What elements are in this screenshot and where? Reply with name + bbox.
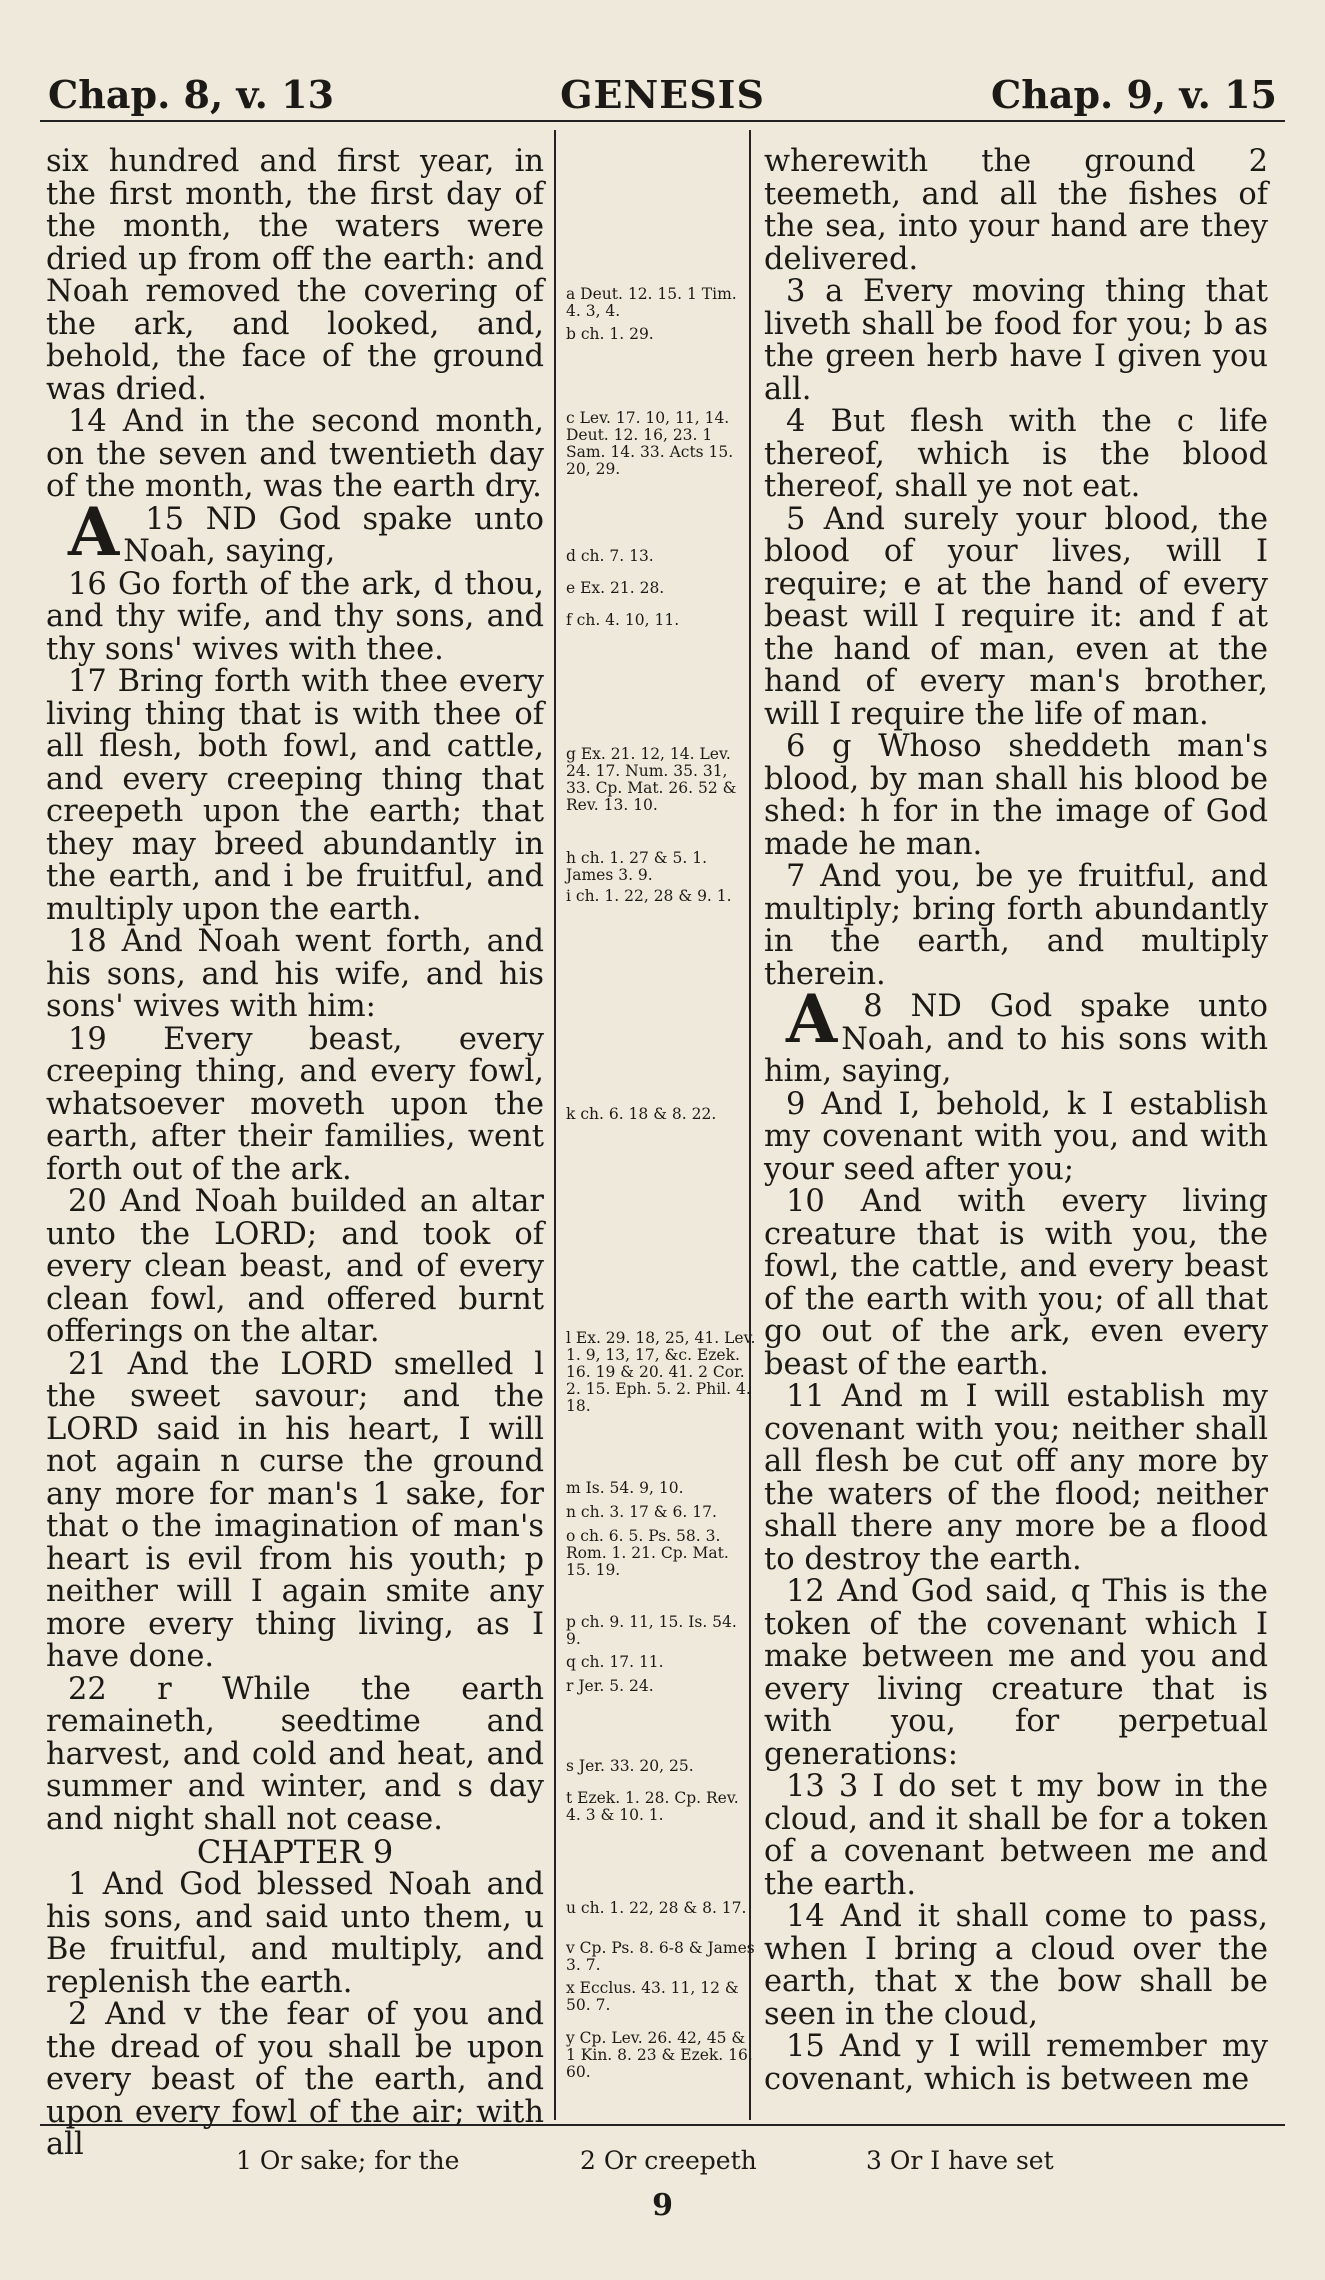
verse: wherewith the ground 2 teemeth, and all the fishes of the sea, into your hand are they delivered. <box>764 144 1268 277</box>
cross-reference: u ch. 1. 22, 28 & 8. 17. <box>566 1899 747 1917</box>
cross-reference: f ch. 4. 10, 11. <box>566 611 680 629</box>
left-text-column <box>46 146 544 2162</box>
cross-reference: t Ezek. 1. 28. Cp. Rev. 4. 3 & 10. 1. <box>566 1789 739 1824</box>
cross-reference: r Jer. 5. 24. <box>566 1677 654 1695</box>
cross-reference: b ch. 1. 29. <box>566 325 654 343</box>
cross-reference: k ch. 6. 18 & 8. 22. <box>566 1105 717 1123</box>
right-text-column <box>764 146 1268 2096</box>
verse: 4 But flesh with the c life thereof, which is the blood thereof, shall ye not eat. <box>764 404 1268 504</box>
cross-reference: c Lev. 17. 10, 11, 14. Deut. 12. 16, 23. 1 Sam. 14. 33. Acts 15. 20, 29. <box>566 409 734 478</box>
cross-reference: x Ecclus. 43. 11, 12 & 50. 7. <box>566 1979 739 2014</box>
verse: 15 And y I will remember my covenant, which is between me <box>764 2029 1268 2097</box>
column-divider-left <box>554 130 556 2120</box>
verse: 6 g Whoso sheddeth man's blood, by man shall his blood be shed: h for in the image of God made he man. <box>764 729 1268 862</box>
header-right-reference: Chap. 9, v. 15 <box>990 72 1277 117</box>
cross-reference: m Is. 54. 9, 10. <box>566 1479 684 1497</box>
verse <box>764 980 1268 1089</box>
verse: 2 And v the fear of you and the dread of you shall be upon every beast of the earth, and upon every fowl of the air; with all <box>46 1997 544 2162</box>
header-left-reference: Chap. 8, v. 13 <box>48 72 335 117</box>
verse: 18 And Noah went forth, and his sons, and his wife, and his sons' wives with him: <box>46 924 544 1024</box>
verse-number: 15 <box>145 501 206 537</box>
verse-text: ND God spake unto Noah, saying, <box>123 501 544 569</box>
verse: 3 a Every moving thing that liveth shall be food for you; b as the green herb have I given you all. <box>764 274 1268 407</box>
cross-reference: i ch. 1. 22, 28 & 9. 1. <box>566 887 732 905</box>
verse: 16 Go forth of the ark, d thou, and thy wife, and thy sons, and thy sons' wives with thee. <box>46 566 544 667</box>
book-title: GENESIS <box>560 72 765 117</box>
verse: 1 And God blessed Noah and his sons, and said unto them, u Be fruitful, and multiply, and replenish the earth. <box>46 1867 544 2000</box>
verse <box>46 492 544 571</box>
drop-capital: A <box>786 980 838 1058</box>
cross-reference: h ch. 1. 27 & 5. 1. James 3. 9. <box>566 849 708 884</box>
cross-reference: g Ex. 21. 12, 14. Lev. 24. 17. Num. 35. 31, 33. Cp. Mat. 26. 52 & Rev. 13. 10. <box>566 745 737 814</box>
verse: 20 And Noah builded an altar unto the LORD; and took of every clean beast, and of every clean fowl, and offered burnt offerings on the altar. <box>46 1184 544 1349</box>
footnote-3: 3 Or I have set <box>866 2146 1054 2175</box>
drop-capital: A <box>68 492 120 571</box>
verse: 17 Bring forth with thee every living thing that is with thee of all flesh, both fowl, and cattle, and every creeping thing that creepeth upon the earth; that they may breed abundantly in the earth, and i be fruitful, and multiply upon the earth. <box>46 664 544 927</box>
header-rule <box>40 120 1285 122</box>
cross-reference: n ch. 3. 17 & 6. 17. <box>566 1503 717 1521</box>
verse-text: ND God spake unto Noah, and to his sons with him, saying, <box>764 989 1268 1089</box>
footnote-1: 1 Or sake; for the <box>236 2146 460 2175</box>
verse: 5 And surely your blood, the blood of your lives, will I require; e at the hand of every beast will I require it: and f at the hand of man, even at the hand of every man's brother, will I require the life of man. <box>764 501 1268 732</box>
cross-reference: o ch. 6. 5. Ps. 58. 3. Rom. 1. 21. Cp. Mat. 15. 19. <box>566 1527 729 1579</box>
verse: 22 r While the earth remaineth, seedtime and harvest, and cold and heat, and summer and winter, and s day and night shall not cease. <box>46 1671 544 1837</box>
verse: 9 And I, behold, k I establish my covenant with you, and with your seed after you; <box>764 1086 1268 1187</box>
verse: 14 And it shall come to pass, when I bring a cloud over the earth, that x the bow shall be seen in the cloud, <box>764 1899 1268 2032</box>
verse: six hundred and first year, in the first month, the first day of the month, the waters were dried up from off the earth: and Noah removed the covering of the ark, and looked, and, behold, the face of the ground was dried. <box>46 144 544 407</box>
cross-reference: s Jer. 33. 20, 25. <box>566 1757 694 1775</box>
verse: 14 And in the second month, on the seven and twentieth day of the month, was the earth dry. <box>46 404 544 504</box>
verse: 10 And with every living creature that is with you, the fowl, the cattle, and every beast of the earth with you; of all that go out of the ark, even every beast of the earth. <box>764 1184 1268 1382</box>
chapter-heading: CHAPTER 9 <box>196 1833 394 1871</box>
cross-reference: d ch. 7. 13. <box>566 547 654 565</box>
verse: 19 Every beast, every creeping thing, and every fowl, whatsoever moveth upon the earth, after their families, went forth out of the ark. <box>46 1021 544 1187</box>
verse: 12 And God said, q This is the token of the covenant which I make between me and you and every living creature that is with you, for perpetual generations: <box>764 1574 1268 1772</box>
cross-reference: a Deut. 12. 15. 1 Tim. 4. 3, 4. <box>566 285 737 320</box>
verse: 11 And m I will establish my covenant with you; neither shall all flesh be cut off any more by the waters of the flood; neither shall there any more be a flood to destroy the earth. <box>764 1379 1268 1577</box>
cross-reference: l Ex. 29. 18, 25, 41. Lev. 1. 9, 13, 17, &c. Ezek. 16. 19 & 20. 41. 2 Cor. 2. 15. Eph. 5. 2. Phil. 4. 18. <box>566 1329 756 1415</box>
cross-reference: e Ex. 21. 28. <box>566 579 665 597</box>
cross-reference: v Cp. Ps. 8. 6-8 & James 3. 7. <box>566 1939 755 1974</box>
footnote-2: 2 Or creepeth <box>580 2146 757 2175</box>
cross-reference: p ch. 9. 11, 15. Is. 54. 9. <box>566 1613 737 1648</box>
verse: 7 And you, be ye fruitful, and multiply; bring forth abundantly in the earth, and multiply therein. <box>764 859 1268 992</box>
page-number: 9 <box>652 2188 673 2223</box>
cross-reference: q ch. 17. 11. <box>566 1653 664 1671</box>
verse: 21 And the LORD smelled l the sweet savour; and the LORD said in his heart, I will not again n curse the ground any more for man's 1 sake, for that o the imagination of man's heart is evil from his youth; p neither will I again smite any more every thing living, as I have done. <box>46 1346 544 1674</box>
verse-number: 8 <box>863 989 911 1024</box>
cross-reference: y Cp. Lev. 26. 42, 45 & 1 Kin. 8. 23 & Ezek. 16. 60. <box>566 2029 753 2081</box>
verse: 13 3 I do set t my bow in the cloud, and it shall be for a token of a covenant between me and the earth. <box>764 1769 1268 1902</box>
